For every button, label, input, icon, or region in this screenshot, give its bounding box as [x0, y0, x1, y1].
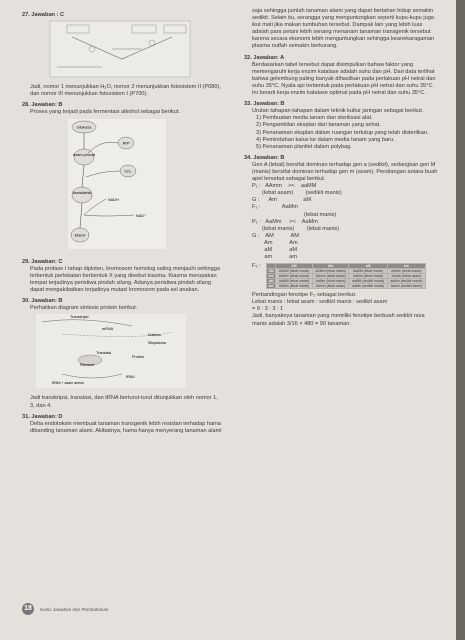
punnett-table: [266, 263, 426, 289]
right-column: [244, 8, 440, 328]
q27-text: Jadi, nomor 1 menunjukkan H₂O, nomor 2 menunjukkan fotosistem II (P680), dan nomor III menunjukkan fotosistem I (P700).: [30, 84, 221, 98]
protein-label: Protein: [132, 355, 145, 360]
punnett-cell: aaMM (sedikit manis): [349, 279, 387, 284]
punnett-row-head: AM: [268, 269, 274, 274]
ethanol-label: Etanol: [74, 233, 86, 238]
f2-section: [252, 263, 440, 289]
punnett-cell: AaMm (lebat manis): [349, 274, 387, 279]
q32-text: Berdasarkan tabel tersebut dapat disimpulkan bahwa faktor yang memengaruhi kerja enzim katalase adalah suhu dan pH. Dari data terlihat bahwa gelembung paling banyak dihasilkan pada perlakuan pH netral dan suhu 35°C. Nyala api terbentuk pada perlakuan pH netral dan suhu 35°C. Ini berarti kerja enzim katalase optimal pada pH netral dan suhu 35°C.: [252, 61, 436, 97]
trna-aa-label: tRNA + asam amino: [52, 381, 85, 386]
punnett-header-cell: Am: [312, 264, 349, 269]
sitoplasma-label: Sitoplasma: [148, 341, 166, 346]
q34-p2: P₂ : AaMm >< AaMm: [252, 218, 318, 225]
q27-heading: 27. Jawaban : C: [22, 12, 64, 18]
glucose-label: Glukosa: [76, 124, 92, 130]
q30-heading: 30. Jawaban: B: [22, 298, 63, 305]
punnett-row: [267, 284, 426, 289]
acetaldehyde-label: Asetaldehid: [72, 190, 92, 195]
q34-f1: F₁ : AaMm: [252, 204, 299, 211]
protein-synthesis-diagram: [22, 312, 222, 392]
translasi-label: Translasi: [96, 351, 112, 356]
q33-step-4: 4) Pemindahan kalus ke dalam media tanam yang baru.: [256, 136, 395, 143]
punnett-cell: AaMM (lebat manis): [349, 269, 387, 274]
punnett-cell: AaMm (lebat manis): [387, 269, 425, 274]
nad-label: NAD⁺: [136, 213, 147, 218]
q34-g2-1: G : AM AM: [252, 232, 299, 239]
q34-text: Gen A (lebat) bersifat dominan terhadap gen a (sedikit), sedangkan gen M (manis) bersifat dominan terhadap gen m (asam). Persilangan antara buah apel tersebut sebagai berikut.: [252, 161, 438, 183]
left-column: [22, 8, 222, 435]
page-number: 18: [22, 603, 34, 615]
trna-label: tRNA: [126, 375, 135, 380]
punnett-cell: aaMm (sedikit manis): [349, 284, 387, 289]
co2-label: CO₂: [124, 169, 132, 174]
nadh-label: NADH: [108, 197, 119, 202]
punnett-row-head: aM: [267, 279, 276, 284]
q34-after-3: = 9 : 3 : 3 : 1: [252, 306, 284, 313]
pyruvate-label: Asam piruvat: [72, 152, 96, 157]
mrna-label: mRNA: [102, 327, 114, 332]
q31-continued: saja sehingga jumlah tanaman alami yang dapat bertahan hidup semakin sedikit. Selain itu, serangga yang menguntungkan seperti kupu-kupu juga ikut mati jika makan tumbuhan tersebut. Dampak lain yang lebih luas adalah para petani lebih senang menanam tanaman transgenik tersebut karena secara ekonomi lebih menguntungkan sehingga keanekaragaman plasma nutfah semakin berkurang.: [252, 8, 435, 50]
q32-heading: 32. Jawaban: A: [244, 54, 285, 61]
q31-heading: 31. Jawaban: D: [22, 413, 63, 420]
q33-text: Urutan tahapan-tahapan dalam teknik kultur jaringan sebagai berikut.: [252, 108, 424, 115]
punnett-cell: AaMm (lebat manis): [312, 279, 349, 284]
punnett-row-head: Am: [268, 274, 274, 279]
q34-g2-2: Am Am: [252, 239, 298, 246]
q34-p1: P₁ : AAmm >< aaMM: [252, 183, 317, 190]
punnett-cell: AAMm (lebat manis): [276, 274, 313, 279]
q30-text: Perhatikan diagram sintesis protein berikut.: [30, 305, 138, 312]
punnett-cell: Aamm (lebat asam): [312, 284, 349, 289]
q28-text: Proses yang terjadi pada fermentasi alkohol sebagai berikut.: [30, 109, 180, 116]
q34-after-4: Jadi, banyaknya tanaman yang memiliki fenotipe berbuah sedikit rasa manis adalah 3/16 × 480 = 90 tanaman.: [252, 313, 425, 327]
q34-after-2: Lebat manis : lebat asam : sedikit manis : sedikit asam: [252, 299, 388, 306]
punnett-cell: AaMM (lebat manis): [276, 279, 313, 284]
punnett-cell: aaMm (sedikit manis): [387, 279, 425, 284]
fermentation-diagram: [22, 117, 222, 252]
transkripsi-label: Transkripsi: [70, 315, 89, 320]
punnett-header-cell: aM: [349, 264, 387, 269]
punnett-header-cell: am: [387, 264, 425, 269]
q34-p2-phenotype: (lebat manis) (lebat manis): [262, 225, 340, 232]
q33-step-5: 5) Penanaman plantlet dalam polybag.: [256, 143, 352, 150]
photosynthesis-diagram: [22, 19, 222, 81]
q34-after-1: Perbandingan fenotipe F₂ sebagai berikut.: [252, 292, 357, 299]
q34-f1-phenotype: (lebat manis): [304, 211, 337, 218]
atp-label: ATP: [122, 141, 130, 146]
punnett-cell: AAMm (lebat manis): [312, 269, 349, 274]
f2-label: F₂ :: [252, 263, 261, 270]
q30-after: Jadi transkripsi, translasi, dan tRNA berturut-turut ditunjukkan oleh nomor 1, 3, dan 4.: [30, 395, 218, 409]
q33-step-1: 1) Pembuatan media tanam dan sterilisasi alat.: [256, 115, 373, 122]
q34-heading: 34. Jawaban: B: [244, 154, 285, 161]
punnett-cell: aamm (sedikit asam): [387, 284, 425, 289]
q33-heading: 33. Jawaban: B: [244, 101, 285, 108]
q29-text: Pada profase I tahap diploten, kromosom homolog saling menjauhi sehingga terbentuk perlekatan berbentuk X yang disebut kiasma. Kiasma merupakan tempat terjadinya peristiwa pindah silang. Adanya peristiwa pindah silang dapat mengakibatkan terjadinya mutasi kromosom pada sel anakan.: [30, 265, 220, 294]
footer-title: Kunci Jawaban dan Pembahasan: [40, 607, 109, 612]
ribosom-label: Ribosom: [80, 363, 95, 368]
q33-step-2: 2) Pengambilan eksplan dari tanaman yang sehat.: [256, 122, 381, 129]
q33-step-3: 3) Penanaman eksplan dalam ruangan tertutup yang telah disterilkan.: [256, 129, 429, 136]
punnett-cell: AaMm (lebat manis): [276, 284, 313, 289]
punnett-header-cell: AM: [276, 264, 313, 269]
q34-g1: G : Am aM: [252, 197, 312, 204]
punnett-cell: AAmm (lebat asam): [312, 274, 349, 279]
punnett-cell: Aamm (lebat asam): [387, 274, 425, 279]
punnett-row-head: am: [267, 284, 276, 289]
q28-heading: 28. Jawaban: B: [22, 102, 63, 109]
nukleus-label: Nukleus: [148, 333, 161, 338]
q29-heading: 29. Jawaban: C: [22, 258, 63, 265]
q34-g2-4: am am: [252, 254, 298, 261]
punnett-cell: AAMM (lebat manis): [276, 269, 313, 274]
q34-g2-3: aM aM: [252, 247, 298, 253]
q34-p1-phenotype: (lebat asam) (sedikit manis): [262, 190, 342, 197]
q31-text: Delta endotoksin membuat tanaman transgenik lebih resistan terhadap hama dibanding tanaman alami. Akibatnya, hama hanya menyerang tanaman alami: [30, 420, 222, 434]
